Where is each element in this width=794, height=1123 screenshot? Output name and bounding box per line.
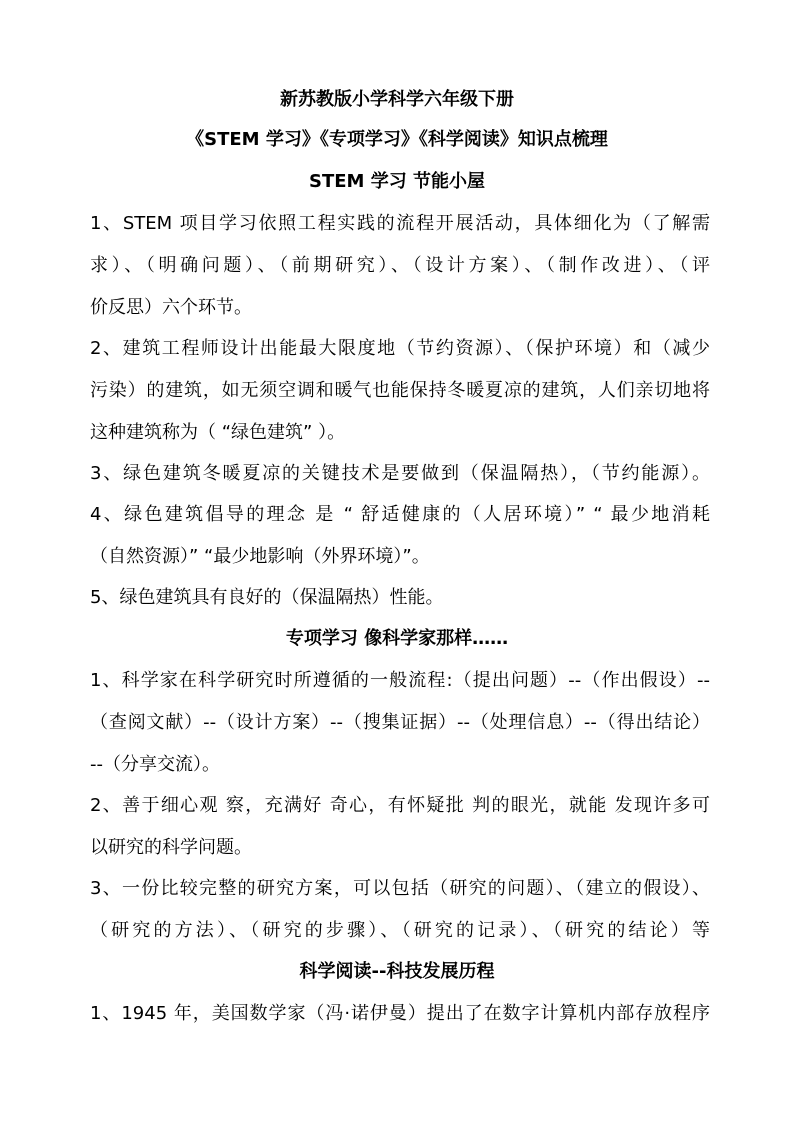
section-heading-stem: STEM 学习 节能小屋 [309,171,485,192]
section-heading-science-reading: 科学阅读--科技发展历程 [299,961,495,982]
paragraph-line: 这种建筑称为（ “绿色建筑” ）。 [90,422,346,443]
paragraph-line: --（分享交流）。 [90,754,220,775]
document-subtitle: 《STEM 学习》《专项学习》《科学阅读》知识点梳理 [186,129,608,150]
paragraph-line: 3、一份比较完整的研究方案，可以包括（研究的问题）、（建立的假设）、 [90,878,710,899]
paragraph-line: （自然资源）” “最少地影响（外界环境）”。 [90,546,430,567]
paragraph-line: （查阅文献）--（设计方案）--（搜集证据）--（处理信息）--（得出结论） [90,712,710,733]
paragraph-line: 2、建筑工程师设计出能最大限度地（节约资源）、（保护环境）和（减少 [90,338,710,359]
section-heading-special-study: 专项学习 像科学家那样…… [285,628,509,649]
paragraph-line: 价反思）六个环节。 [90,297,252,318]
paragraph-line: 2、善于细心观 察，充满好 奇心，有怀疑批 判的眼光，就能 发现许多可 [90,795,710,816]
paragraph-line: 3、绿色建筑冬暖夏凉的关键技术是要做到（保温隔热），（节约能源）。 [90,463,710,484]
paragraph-line: 污染）的建筑，如无须空调和暖气也能保持冬暖夏凉的建筑，人们亲切地将 [90,380,710,401]
paragraph-line: 1、1945 年，美国数学家（冯·诺伊曼）提出了在数字计算机内部存放程序 [90,1003,710,1024]
paragraph-line: 5、绿色建筑具有良好的（保温隔热）性能。 [90,587,444,608]
paragraph-line: （研究的方法）、（研究的步骤）、（研究的记录）、（研究的结论）等 [90,920,710,941]
paragraph-line: 求）、（明确问题）、（前期研究）、（设计方案）、（制作改进）、（评 [90,255,710,276]
paragraph-line: 以研究的科学问题。 [90,837,252,858]
paragraph-line: 4、绿色建筑倡导的理念 是 “ 舒适健康的（人居环境）” “ 最少地消耗 [90,504,710,525]
document-title: 新苏教版小学科学六年级下册 [280,89,514,110]
paragraph-line: 1、科学家在科学研究时所遵循的一般流程:（提出问题）--（作出假设）-- [90,670,710,691]
paragraph-line: 1、STEM 项目学习依照工程实践的流程开展活动，具体细化为（了解需 [90,213,710,234]
